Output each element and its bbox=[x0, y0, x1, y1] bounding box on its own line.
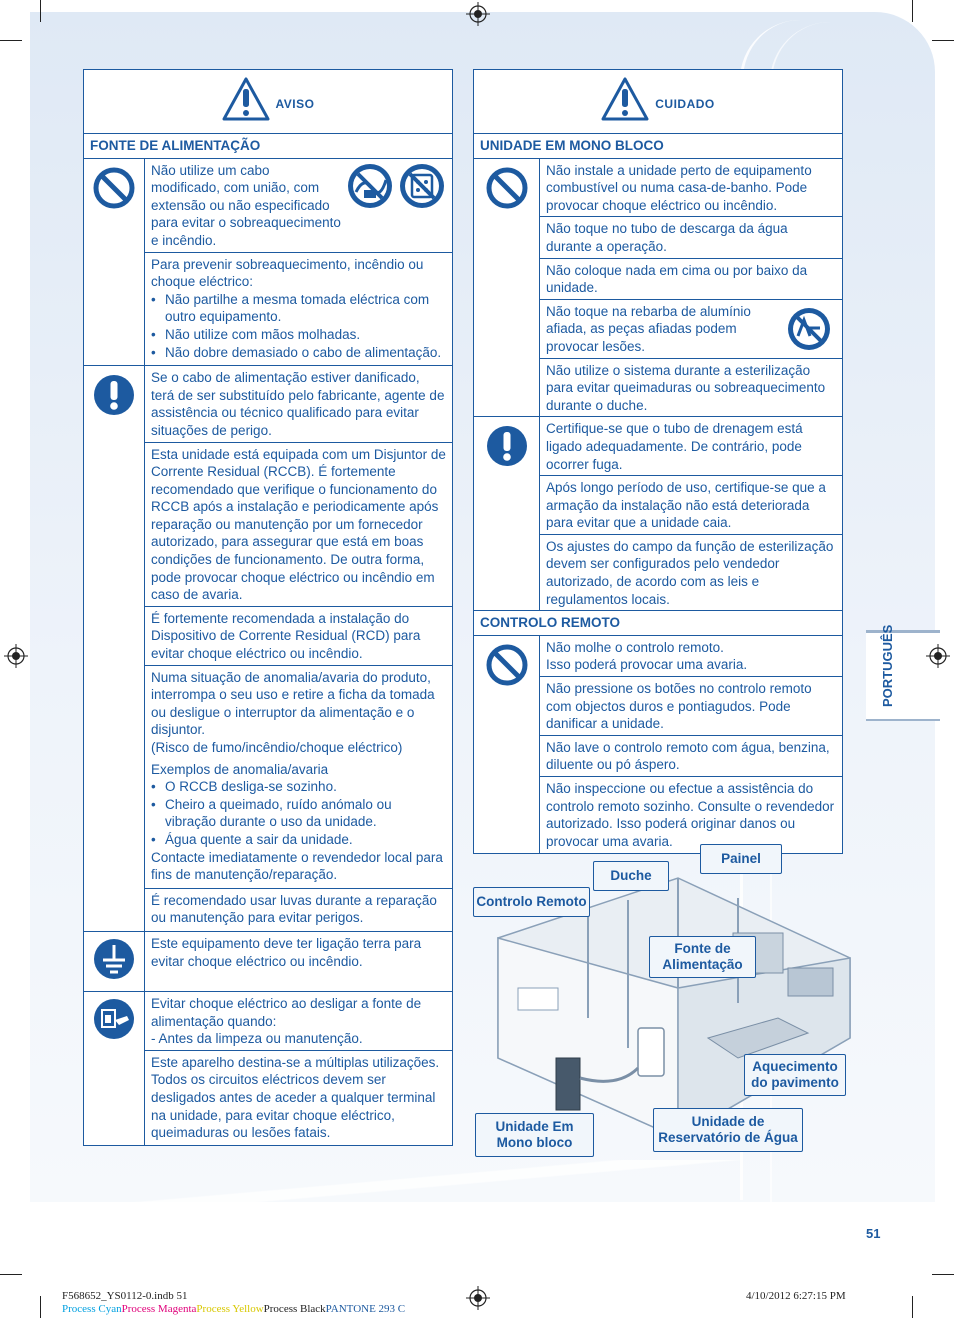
footer-filename: F568652_YS0112-0.indb 51 bbox=[62, 1290, 188, 1302]
footer-datetime: 4/10/2012 6:27:15 PM bbox=[746, 1290, 846, 1302]
caution-row bbox=[540, 299, 843, 358]
warning-text: Para prevenir sobreaquecimento, incêndio ou choque eléctrico: bbox=[151, 256, 424, 290]
warning-row: Se o cabo de alimentação estiver danificado, terá de ser substituído pelo fabricante, agente de assistência ou técnico qualificado para evitar situações de perigo. bbox=[145, 366, 453, 442]
registration-mark-icon bbox=[4, 644, 28, 668]
label-line: Reservatório de Água bbox=[658, 1130, 798, 1145]
prohibition-icon bbox=[93, 167, 135, 209]
caution-row: Não inspeccione ou efectue a assistência do controlo remoto sozinho. Consulte o revendedor autorizado. Isso poderá originar danos ou provocar uma avaria. bbox=[540, 777, 843, 854]
caution-row: Certifique-se que o tubo de drenagem está ligado adequadamente. De contrário, pode ocorrer fuga. bbox=[540, 417, 843, 476]
label-line: Unidade Em bbox=[495, 1119, 574, 1134]
language-label: PORTUGUÊS bbox=[880, 624, 895, 707]
registration-mark-icon bbox=[466, 2, 490, 26]
separation-magenta: Process Magenta bbox=[121, 1303, 197, 1315]
mandatory-action-icon bbox=[486, 425, 528, 467]
caution-text: Não toque na rebarba de alumínio afiada, as peças afiadas podem provocar lesões. bbox=[546, 303, 751, 354]
section-title-remote-control: CONTROLO REMOTO bbox=[474, 611, 843, 636]
no-extension-cable-icon bbox=[346, 162, 394, 210]
warning-row: Este equipamento deve ter ligação terra para evitar choque eléctrico ou incêndio. bbox=[145, 931, 453, 991]
label-monobloc-unit bbox=[475, 1113, 594, 1157]
label-power-supply bbox=[649, 936, 756, 978]
crop-mark bbox=[912, 0, 913, 22]
warning-row bbox=[145, 158, 453, 252]
label-line: Unidade de bbox=[691, 1114, 765, 1129]
warning-text: Contacte imediatamente o revendedor local para fins de manutenção/reparação. bbox=[151, 849, 443, 883]
bullet-list bbox=[151, 291, 446, 361]
caution-row: Após longo período de uso, certifique-se que a armação da instalação não está deteriorada para evitar que a unidade caia. bbox=[540, 476, 843, 535]
label-shower: Duche bbox=[593, 861, 669, 891]
caution-row bbox=[540, 635, 843, 676]
warning-text: (Risco de fumo/incêndio/choque eléctrico) bbox=[151, 740, 403, 755]
icon-cell bbox=[474, 158, 540, 417]
warning-text: - Antes da limpeza ou manutenção. bbox=[151, 1031, 363, 1047]
unplug-before-service-icon bbox=[93, 998, 135, 1040]
ground-earth-icon bbox=[93, 938, 135, 980]
warning-row: É fortemente recomendada a instalação do Dispositivo de Corrente Residual (RCD) para evitar choque eléctrico ou incêndio. bbox=[145, 606, 453, 665]
crop-mark bbox=[40, 0, 41, 22]
warning-row: Esta unidade está equipada com um Disjuntor de Corrente Residual (RCCB). É fortemente recomendado que verifique o funcionamento do RCCB após a instalação e periodicamente após reparação ou manutenção por um fornecedor autorizado, para assegurar que está em boas condições de funcionamento. De outra forma, pode provocar choque eléctrico ou incêndio em caso de avaria. bbox=[145, 442, 453, 606]
label-line: Fonte de bbox=[674, 941, 731, 956]
registration-mark-icon bbox=[926, 644, 950, 668]
label-line: Aquecimento bbox=[752, 1059, 838, 1074]
warning-text: Não utilize um cabo modificado, com união, com extensão ou não especificado para evitar o sobreaquecimento e incêndio. bbox=[151, 162, 341, 248]
icon-cell bbox=[84, 931, 145, 991]
warning-label: AVISO bbox=[275, 96, 315, 111]
caution-row: Não lave o controlo remoto com água, benzina, diluente ou pó áspero. bbox=[540, 735, 843, 776]
crop-mark bbox=[932, 1274, 954, 1275]
icon-cell bbox=[84, 366, 145, 932]
separation-yellow: Process Yellow bbox=[196, 1303, 264, 1315]
crop-mark bbox=[912, 1296, 913, 1318]
registration-mark-icon bbox=[466, 1286, 490, 1310]
separation-cyan: Process Cyan bbox=[62, 1303, 122, 1315]
warning-table bbox=[83, 69, 453, 1146]
caution-row: Os ajustes do campo da função de esterilização devem ser configurados pelo vendedor autorizado, de acordo com as leis e regulamentos locais. bbox=[540, 534, 843, 610]
section-title-monobloc: UNIDADE EM MONO BLOCO bbox=[474, 134, 843, 159]
icon-cell bbox=[84, 158, 145, 366]
icon-cell bbox=[474, 417, 540, 611]
warning-row bbox=[145, 252, 453, 366]
mandatory-action-icon bbox=[93, 374, 135, 416]
warning-header bbox=[84, 70, 453, 134]
crop-mark bbox=[0, 1274, 22, 1275]
label-line: Alimentação bbox=[662, 957, 743, 972]
list-item: • Não utilize com mãos molhadas. bbox=[165, 326, 446, 344]
section-title-power-supply: FONTE DE ALIMENTAÇÃO bbox=[84, 134, 453, 159]
no-multi-plug-icon bbox=[398, 162, 446, 210]
bullet-list bbox=[151, 778, 446, 848]
page-number: 51 bbox=[866, 1226, 881, 1241]
caution-row: Não coloque nada em cima ou por baixo da unidade. bbox=[540, 258, 843, 299]
list-item: • O RCCB desliga-se sozinho. bbox=[165, 778, 446, 796]
list-item: • Não partilhe a mesma tomada eléctrica com outro equipamento. bbox=[165, 291, 446, 326]
label-water-tank-unit bbox=[653, 1108, 803, 1152]
warning-row bbox=[145, 665, 453, 888]
crop-mark bbox=[0, 40, 22, 41]
sharp-fin-hazard-icon bbox=[786, 306, 832, 352]
warning-text: Exemplos de anomalia/avaria bbox=[151, 761, 329, 777]
warning-text: Numa situação de anomalia/avaria do produto, interrompa o seu uso e retire a ficha da tomada ou desligue o interruptor da alimentação e o disjuntor. bbox=[151, 669, 435, 738]
label-remote-control: Controlo Remoto bbox=[473, 887, 590, 917]
caution-row: Não utilize o sistema durante a esterilização para evitar queimaduras ou sobreaquecimento durante o duche. bbox=[540, 358, 843, 417]
footer-color-separations bbox=[62, 1303, 405, 1315]
warning-row bbox=[145, 991, 453, 1050]
caution-text: Não molhe o controlo remoto. bbox=[546, 639, 724, 655]
warning-row: É recomendado usar luvas durante a reparação ou manutenção para evitar perigos. bbox=[145, 888, 453, 931]
warning-triangle-icon bbox=[222, 77, 270, 122]
crop-mark bbox=[40, 1296, 41, 1318]
label-line: do pavimento bbox=[751, 1075, 839, 1090]
list-item: • Não dobre demasiado o cabo de alimentação. bbox=[165, 344, 446, 362]
warning-text: Evitar choque eléctrico ao desligar a fonte de alimentação quando: bbox=[151, 995, 422, 1029]
label-floor-heating bbox=[744, 1054, 846, 1096]
label-line: Mono bloco bbox=[496, 1135, 573, 1150]
crop-mark bbox=[932, 40, 954, 41]
caution-row: Não pressione os botões no controlo remoto com objectos duros e pontiagudos. Pode danificar a unidade. bbox=[540, 677, 843, 736]
icon-cell bbox=[474, 635, 540, 854]
caution-triangle-icon bbox=[601, 77, 649, 122]
prohibition-icon bbox=[486, 167, 528, 209]
caution-row: Não toque no tubo de descarga da água durante a operação. bbox=[540, 217, 843, 258]
caution-text: Isso poderá provocar uma avaria. bbox=[546, 657, 748, 673]
caution-row: Não instale a unidade perto de equipamento combustível ou numa casa-de-banho. Pode provocar choque eléctrico ou incêndio. bbox=[540, 158, 843, 217]
caution-table bbox=[473, 69, 843, 854]
label-panel: Painel bbox=[700, 844, 782, 874]
caution-header bbox=[474, 70, 843, 134]
warning-row: Este aparelho destina-se a múltiplas utilizações. Todos os circuitos eléctricos devem ser desligados antes de aceder a qualquer terminal na unidade, para evitar choque eléctrico, queimaduras ou lesões fatais. bbox=[145, 1050, 453, 1145]
list-item: • Água quente a sair da unidade. bbox=[165, 831, 446, 849]
background-stripe bbox=[0, 1160, 954, 1210]
cable-pictograms bbox=[346, 162, 446, 250]
separation-black: Process Black bbox=[263, 1303, 326, 1315]
caution-label: CUIDADO bbox=[655, 96, 715, 111]
list-item: • Cheiro a queimado, ruído anómalo ou vibração durante o uso da unidade. bbox=[165, 796, 446, 831]
separation-pantone: PANTONE 293 C bbox=[325, 1303, 406, 1315]
prohibition-icon bbox=[486, 644, 528, 686]
icon-cell bbox=[84, 991, 145, 1145]
